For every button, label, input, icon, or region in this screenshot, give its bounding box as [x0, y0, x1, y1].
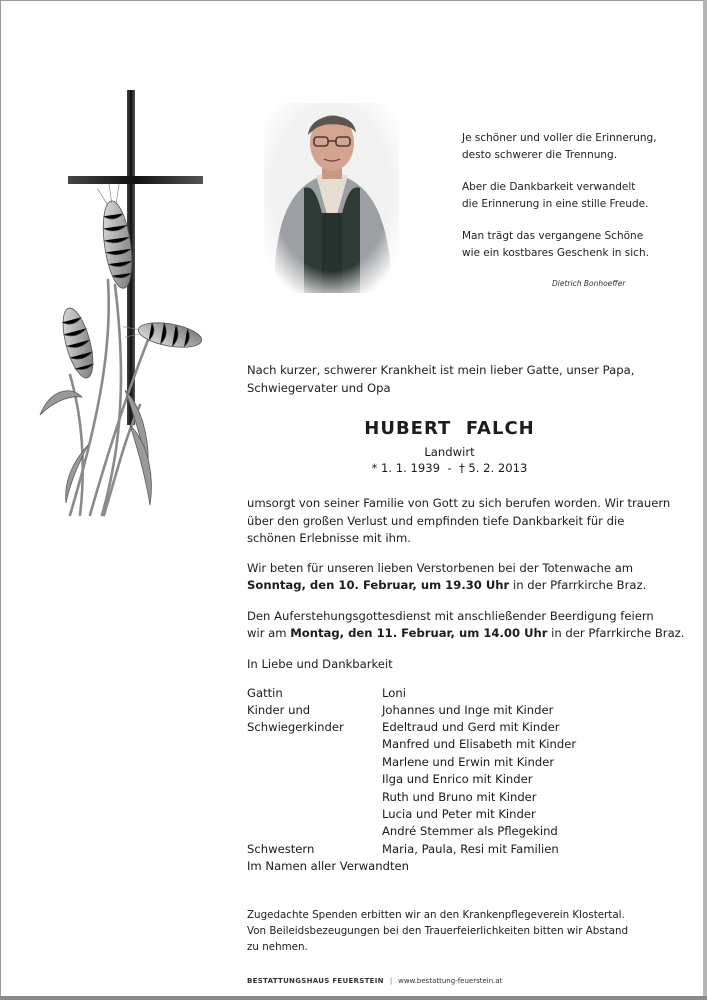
quote-line: Aber die Dankbarkeit verwandelt — [462, 181, 636, 193]
footer-separator: | — [389, 977, 393, 985]
donation-note-line: Von Beileidsbezeugungen bei den Trauerfeierlichkeiten bitten wir Abstand — [247, 925, 629, 937]
quote-line: die Erinnerung in eine stille Freude. — [462, 198, 649, 210]
family-label: Schwestern — [247, 842, 315, 856]
quote-line: Man trägt das vergangene Schöne — [462, 230, 644, 242]
family-member: Maria, Paula, Resi mit Familien — [382, 842, 559, 856]
family-member: Ilga und Enrico mit Kinder — [382, 772, 533, 786]
quote-line: wie ein kostbares Geschenk in sich. — [462, 247, 649, 259]
family-label: Kinder und — [247, 703, 311, 717]
deceased-occupation: Landwirt — [424, 445, 475, 459]
closing-line: In Liebe und Dankbarkeit — [247, 657, 393, 671]
wake-line: Wir beten für unseren lieben Verstorbenen bei der Totenwache am — [247, 561, 634, 575]
family-member: Edeltraud und Gerd mit Kinder — [382, 720, 560, 734]
wake-place: in der Pfarrkirche Braz. — [509, 578, 647, 592]
family-member: André Stemmer als Pflegekind — [382, 824, 558, 838]
funeral-home-name: BESTATTUNGSHAUS FEUERSTEIN — [247, 977, 384, 985]
family-member: Marlene und Erwin mit Kinder — [382, 755, 555, 769]
paragraph-line: schönen Erlebnisse mit ihm. — [247, 531, 411, 545]
intro-line: Schwiegervater und Opa — [247, 381, 391, 395]
family-member: Loni — [382, 686, 406, 700]
website-link[interactable]: www.bestattung-feuerstein.at — [398, 977, 503, 985]
page-shadow-bottom — [0, 996, 707, 1000]
funeral-line: Den Auferstehungsgottesdienst mit anschließender Beerdigung feiern — [247, 609, 654, 623]
family-label: Im Namen aller Verwandten — [247, 859, 410, 873]
wake-details — [247, 577, 646, 595]
family-label: Schwiegerkinder — [247, 720, 344, 734]
footer — [247, 977, 502, 985]
quote-line: desto schwerer die Trennung. — [462, 149, 618, 161]
paragraph-line: umsorgt von seiner Familie von Gott zu sich berufen worden. Wir trauern — [247, 496, 671, 510]
family-member: Lucia und Peter mit Kinder — [382, 807, 536, 821]
quote-author: Dietrich Bonhoeffer — [552, 279, 626, 288]
donation-note-line: zu nehmen. — [247, 941, 308, 953]
funeral-time: Montag, den 11. Februar, um 14.00 Uhr — [290, 626, 548, 640]
deceased-name: HUBERT FALCH — [364, 418, 535, 439]
family-member: Ruth und Bruno mit Kinder — [382, 790, 537, 804]
quote-line: Je schöner und voller die Erinnerung, — [462, 132, 657, 144]
cross-with-wheat-icon — [30, 85, 215, 530]
life-dates: * 1. 1. 1939 - † 5. 2. 2013 — [371, 461, 528, 475]
intro-line: Nach kurzer, schwerer Krankheit ist mein lieber Gatte, unser Papa, — [247, 363, 635, 377]
funeral-place: in der Pfarrkirche Braz. — [547, 626, 685, 640]
family-member: Manfred und Elisabeth mit Kinder — [382, 737, 577, 751]
paragraph-line: über den großen Verlust und empfinden tiefe Dankbarkeit für die — [247, 514, 625, 528]
portrait-photo — [264, 103, 399, 293]
family-member: Johannes und Inge mit Kinder — [382, 703, 554, 717]
funeral-details — [247, 625, 684, 643]
funeral-prefix: wir am — [247, 626, 291, 640]
wake-time: Sonntag, den 10. Februar, um 19.30 Uhr — [247, 578, 510, 592]
family-label: Gattin — [247, 686, 283, 700]
donation-note-line: Zugedachte Spenden erbitten wir an den Krankenpflegeverein Klostertal. — [247, 909, 625, 921]
page-shadow-right — [703, 0, 707, 1000]
